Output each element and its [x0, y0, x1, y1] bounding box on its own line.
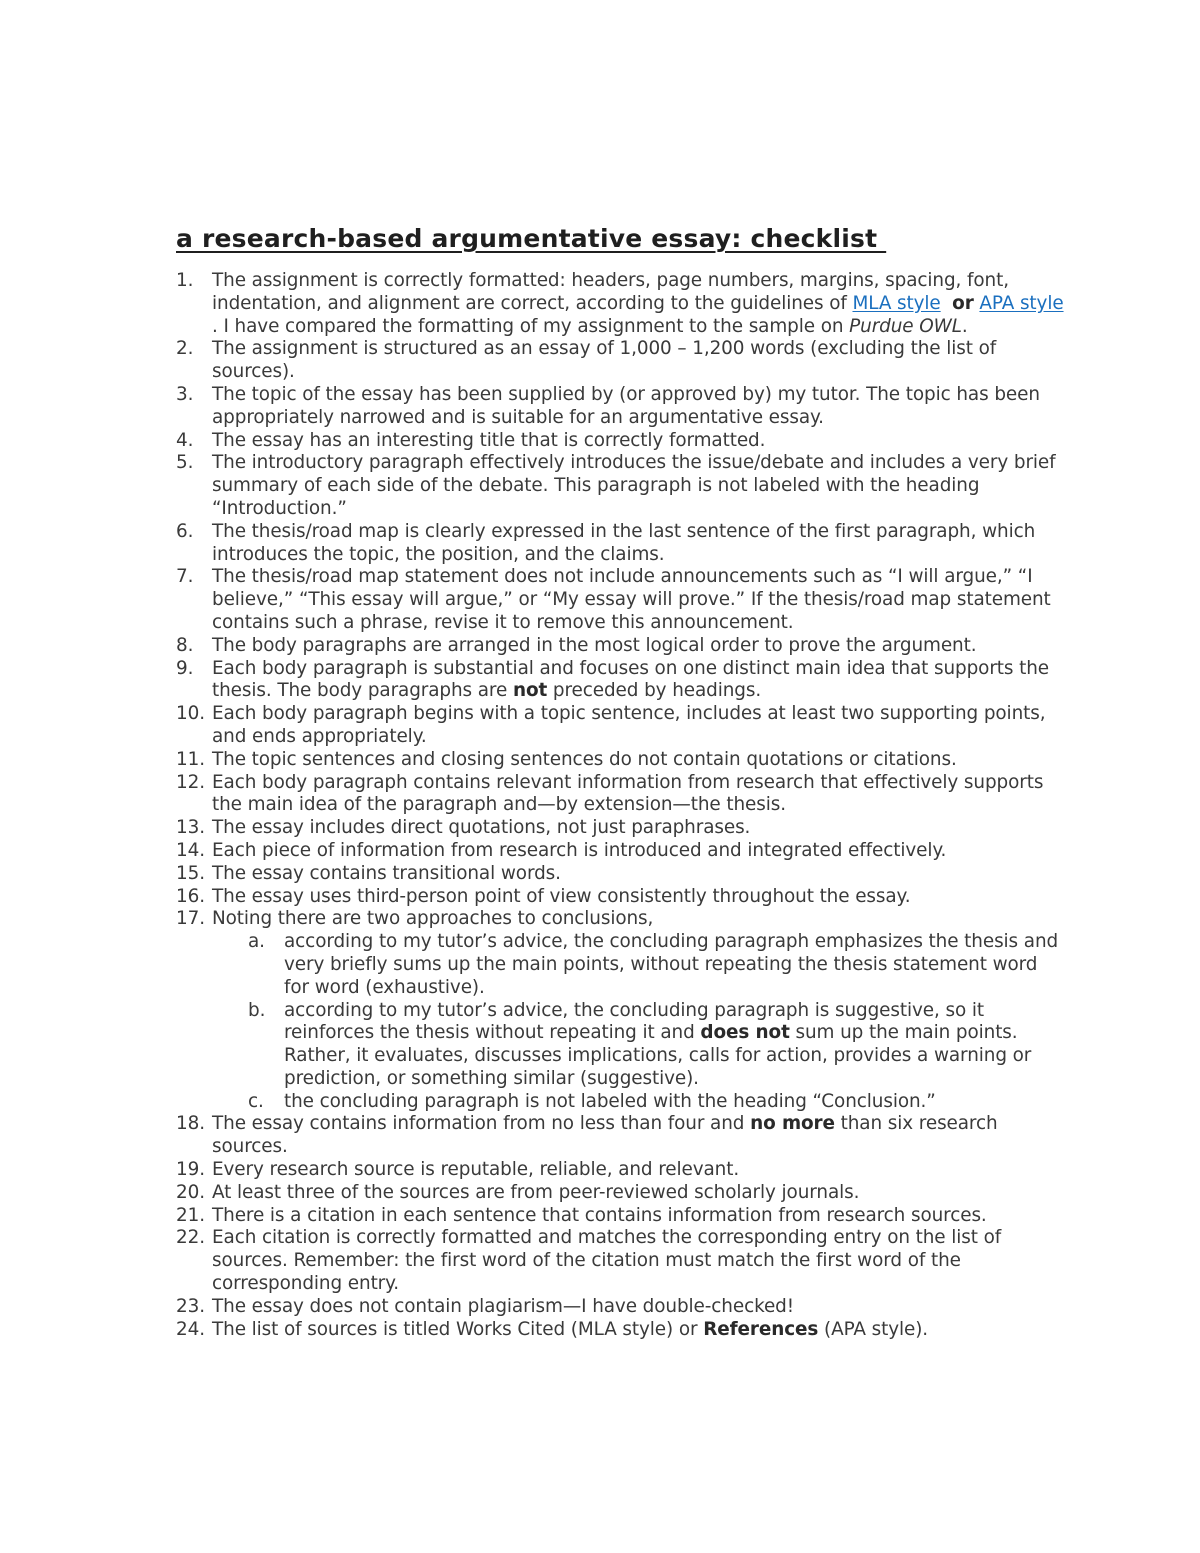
item-number: 18. [176, 1113, 205, 1135]
list-item [176, 1227, 1066, 1295]
item-text: The essay has an interesting title that is correctly formatted. [212, 429, 766, 451]
item-number: 2. [176, 338, 194, 360]
sub-list-item [212, 1000, 1066, 1091]
list-item [176, 908, 1066, 1113]
item-text: (APA style). [818, 1318, 929, 1340]
item-number: 3. [176, 383, 194, 405]
item-number: 1. [176, 270, 194, 291]
item-text: The thesis/road map is clearly expressed in the last sentence of the first paragraph, which introduces the topic, the position, and the claims. [212, 520, 1036, 565]
sub-list [212, 931, 1066, 1113]
list-item [176, 338, 1066, 384]
item-text: Each body paragraph begins with a topic sentence, includes at least two supporting points, and ends appropriately. [212, 703, 1046, 747]
item-number: 11. [176, 748, 205, 770]
sub-item-letter: a. [248, 931, 265, 953]
item-number: 5. [176, 452, 194, 474]
item-number: 21. [176, 1204, 205, 1226]
item-number: 12. [176, 771, 205, 793]
item-text: The list of sources is titled Works Cited (MLA style) or [212, 1318, 704, 1340]
sub-item-letter: c. [248, 1090, 264, 1112]
item-text: Each body paragraph is substantial and focuses on one distinct main idea that supports the thesis. The body paragraphs are [212, 657, 1050, 702]
list-item [176, 452, 1066, 520]
bold-text: not [512, 680, 548, 702]
item-number: 20. [176, 1181, 205, 1203]
list-item [176, 1113, 1066, 1159]
item-text: The essay includes direct quotations, not just paraphrases. [212, 817, 751, 839]
item-text: . [961, 315, 968, 337]
sub-list-item [212, 1091, 1066, 1114]
item-number: 8. [176, 634, 194, 656]
item-text: The topic of the essay has been supplied by (or approved by) my tutor. The topic has been appropriately narrowed and is suitable for an argumentative essay. [212, 383, 1040, 428]
list-item [176, 658, 1066, 704]
list-item [176, 430, 1066, 453]
item-text: Noting there are two approaches to conclusions, [212, 908, 654, 930]
bold-text: does not [700, 1022, 790, 1044]
list-item [176, 1319, 1066, 1342]
item-text: The essay contains information from no less than four and [212, 1113, 751, 1135]
item-text: Each citation is correctly formatted and matches the corresponding entry on the list of sources. Remember: the first word of the citation must match the first word of the corresponding entry. [212, 1227, 1002, 1295]
item-number: 9. [176, 657, 194, 679]
sub-list-item [212, 931, 1066, 999]
sub-item-text: according to my tutor’s advice, the concluding paragraph emphasizes the thesis and very briefly sums up the main points, without repeating the thesis statement word for word (exhaustive). [284, 931, 1059, 998]
item-number: 14. [176, 839, 205, 861]
list-item [176, 521, 1066, 567]
sub-item-text: sum up the main points. Rather, it evaluates, discusses implications, calls for action, provides a warning or prediction, or something similar (suggestive). [284, 1022, 1032, 1089]
item-number: 22. [176, 1227, 205, 1249]
item-text: . I have compared the formatting of my assignment to the sample on [212, 315, 850, 337]
list-item [176, 270, 1066, 338]
list-item [176, 566, 1066, 634]
item-text: preceded by headings. [547, 680, 762, 702]
item-number: 6. [176, 520, 194, 542]
list-item [176, 1159, 1066, 1182]
sub-item-text: according to my tutor’s advice, the concluding paragraph is suggestive, so it reinforces the thesis without repeating it and [284, 999, 984, 1044]
item-text: The essay does not contain plagiarism—I have double-checked! [212, 1295, 795, 1317]
item-number: 10. [176, 703, 205, 725]
list-item [176, 840, 1066, 863]
item-number: 15. [176, 862, 205, 884]
list-item [176, 1296, 1066, 1319]
item-number: 23. [176, 1295, 205, 1317]
list-item [176, 635, 1066, 658]
list-item [176, 863, 1066, 886]
purdue-owl-text: Purdue OWL [849, 315, 962, 337]
item-text: There is a citation in each sentence that contains information from research sources. [212, 1204, 987, 1226]
sub-item-text: the concluding paragraph is not labeled with the heading “Conclusion.” [284, 1090, 936, 1112]
list-item [176, 1205, 1066, 1228]
item-text: The thesis/road map statement does not include announcements such as “I will argue,” “I believe,” “This essay will argue,” or “My essay will prove.” If the thesis/road map statement contains such a phrase, revise it to remove this announcement. [212, 566, 1051, 633]
list-item [176, 886, 1066, 909]
item-text: The essay contains transitional words. [212, 862, 561, 884]
list-item [176, 384, 1066, 430]
apa-style-link[interactable]: APA style [979, 292, 1064, 314]
item-number: 17. [176, 908, 205, 930]
list-item [176, 749, 1066, 772]
item-number: 4. [176, 429, 194, 451]
mla-style-link[interactable]: MLA style [852, 292, 941, 314]
item-text: The body paragraphs are arranged in the most logical order to prove the argument. [212, 634, 977, 656]
item-number: 19. [176, 1159, 205, 1181]
item-text: The topic sentences and closing sentences do not contain quotations or citations. [212, 748, 957, 770]
item-text: At least three of the sources are from peer-reviewed scholarly journals. [212, 1181, 860, 1203]
item-text: than six research sources. [212, 1113, 998, 1158]
list-item [176, 817, 1066, 840]
item-number: 13. [176, 817, 205, 839]
item-number: 16. [176, 885, 205, 907]
list-item [176, 703, 1066, 749]
item-text: The essay uses third-person point of view consistently throughout the essay. [212, 885, 911, 907]
item-text: Every research source is reputable, reliable, and relevant. [212, 1159, 740, 1181]
item-text: The assignment is correctly formatted: headers, page numbers, margins, spacing, font, indentation, and alignment are correct, according to the guidelines of [212, 270, 1009, 314]
list-item [176, 1182, 1066, 1205]
page-title: a research-based argumentative essay: checklist [176, 224, 887, 253]
checklist [176, 270, 1066, 1341]
sub-item-letter: b. [248, 999, 266, 1021]
bold-text: no more [750, 1113, 835, 1135]
item-text: Each piece of information from research is introduced and integrated effectively. [212, 839, 947, 861]
item-text: Each body paragraph contains relevant information from research that effectively supports the main idea of the paragraph and—by extension—the thesis. [212, 771, 1044, 816]
or-text: or [952, 292, 974, 314]
bold-text: References [703, 1318, 819, 1340]
item-text: The assignment is structured as an essay of 1,000 – 1,200 words (excluding the list of sources). [212, 338, 997, 383]
document-page [176, 224, 1066, 1341]
list-item [176, 772, 1066, 818]
item-number: 7. [176, 566, 194, 588]
item-text: The introductory paragraph effectively introduces the issue/debate and includes a very brief summary of each side of the debate. This paragraph is not labeled with the heading “Introduction.” [212, 452, 1056, 519]
item-number: 24. [176, 1318, 205, 1340]
